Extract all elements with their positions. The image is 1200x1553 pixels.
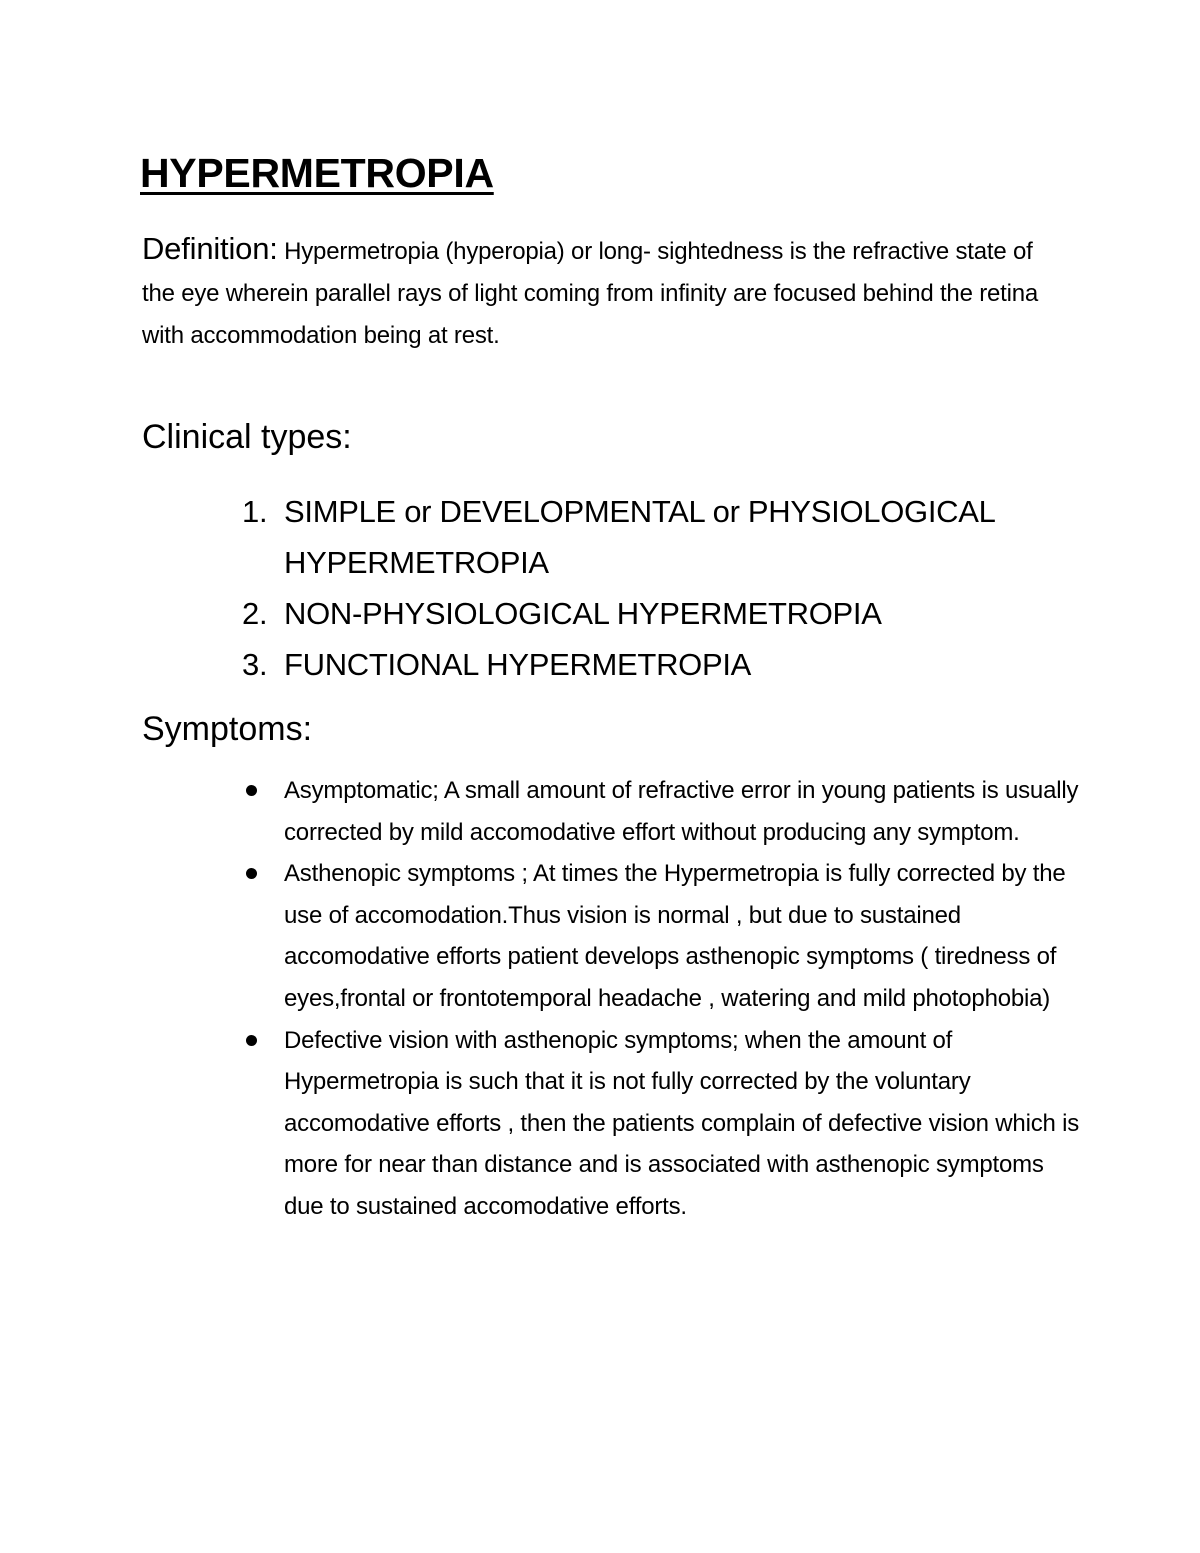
symptoms-heading: Symptoms: (142, 710, 313, 748)
document-title: HYPERMETROPIA (140, 150, 494, 196)
clinical-types-heading: Clinical types: (142, 418, 352, 456)
clinical-type-text: NON-PHYSIOLOGICAL HYPERMETROPIA (284, 596, 882, 631)
bullet-icon (246, 785, 257, 796)
symptom-item (240, 853, 1080, 1019)
definition-paragraph (142, 228, 1042, 357)
clinical-type-item (242, 639, 1082, 690)
symptom-text: Asymptomatic; A small amount of refractive error in young patients is usually corrected by mild accomodative effort without producing any symptom. (284, 777, 1079, 846)
symptoms-list (240, 770, 1080, 1228)
clinical-type-item (242, 588, 1082, 639)
clinical-type-text: SIMPLE or DEVELOPMENTAL or PHYSIOLOGICAL HYPERMETROPIA (284, 494, 995, 580)
clinical-type-text: FUNCTIONAL HYPERMETROPIA (284, 647, 752, 682)
clinical-types-list (242, 486, 1082, 690)
symptom-item (240, 770, 1080, 853)
definition-text: Hypermetropia (hyperopia) or long- sightedness is the refractive state of the eye wherein parallel rays of light coming from infinity are focused behind the retina with accommodation being at rest. (142, 238, 1039, 349)
symptom-text: Defective vision with asthenopic symptoms; when the amount of Hypermetropia is such that it is not fully corrected by the voluntary accomodative efforts , then the patients complain of defective vision which is more for near than distance and is associated with asthenopic symptoms due to sustained accomodative efforts. (284, 1026, 1080, 1220)
clinical-type-item (242, 486, 1082, 588)
symptom-text: Asthenopic symptoms ; At times the Hypermetropia is fully corrected by the use of accomodation.Thus vision is normal , but due to sustained accomodative efforts patient develops asthenopic symptoms ( tiredness of eyes,frontal or frontotemporal headache , watering and mild photophobia) (284, 860, 1066, 1012)
bullet-icon (246, 868, 257, 879)
list-number: 2. (242, 596, 268, 631)
symptom-item (240, 1020, 1080, 1228)
list-number: 1. (242, 494, 268, 529)
list-number: 3. (242, 647, 268, 682)
bullet-icon (246, 1035, 257, 1046)
definition-label: Definition: (142, 231, 278, 266)
